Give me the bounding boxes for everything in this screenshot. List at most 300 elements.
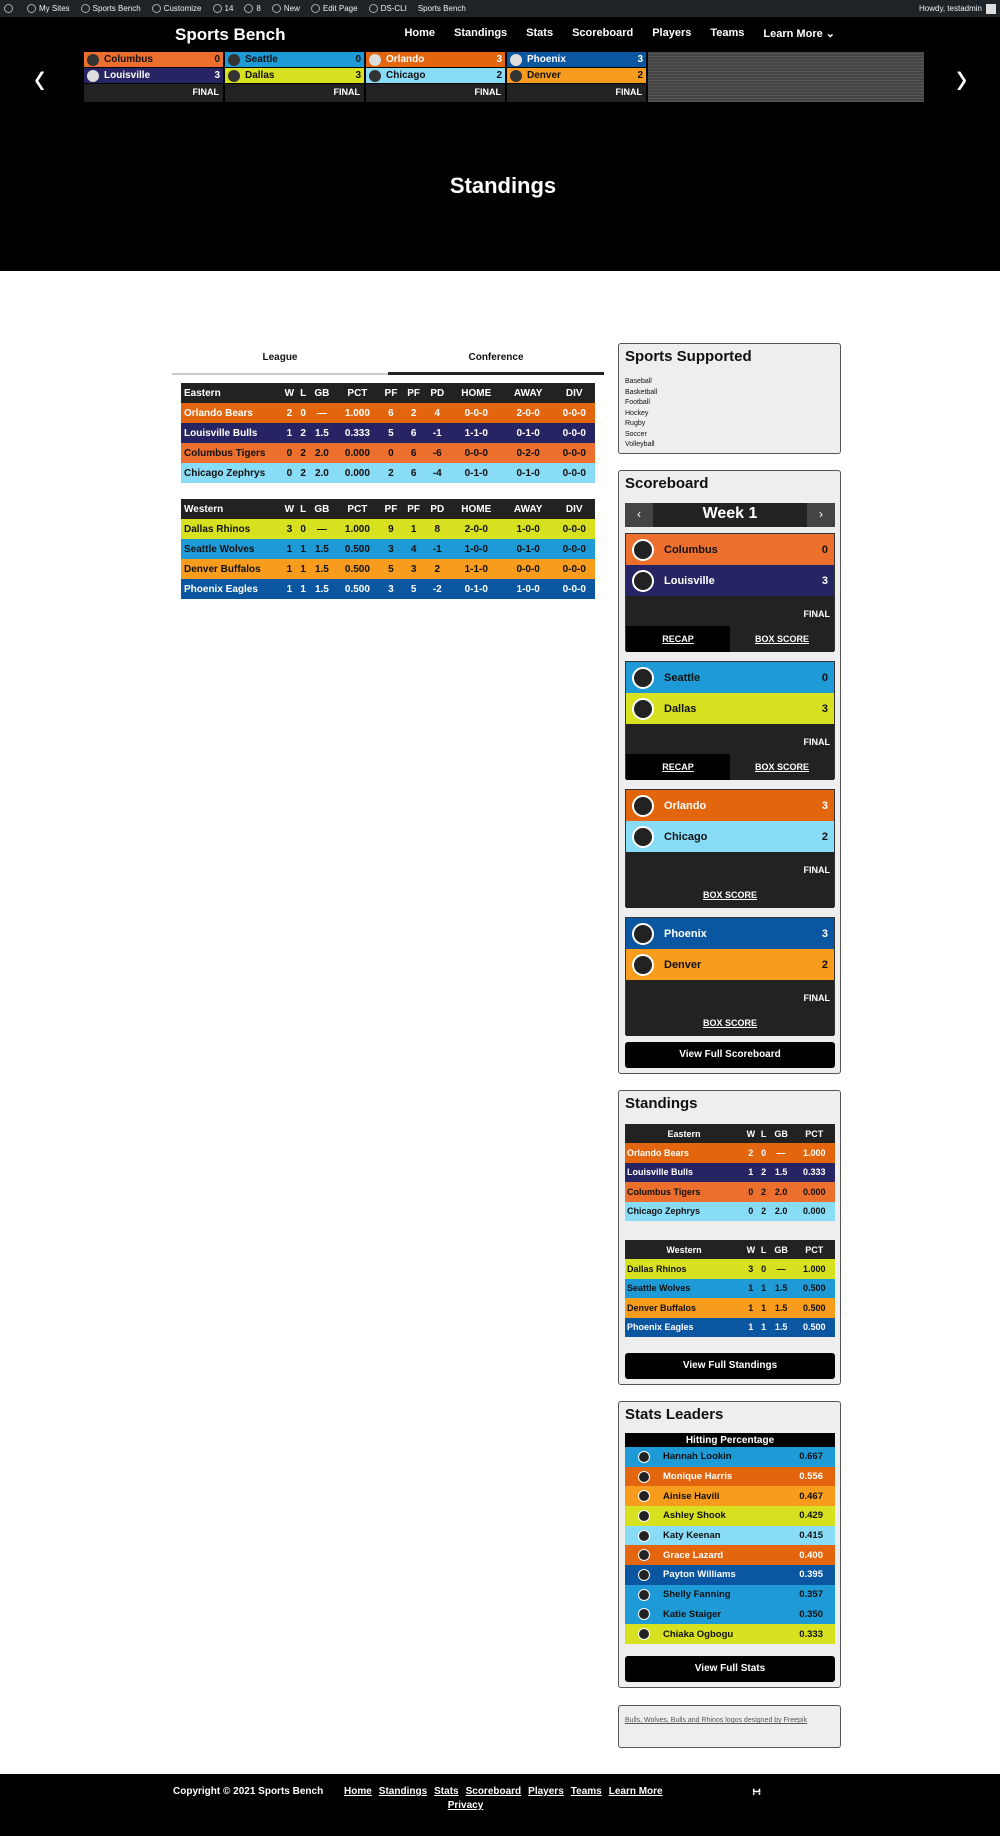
stat-value: 0.556 bbox=[799, 1471, 823, 1483]
player-name-link[interactable]: Ashley Shook bbox=[663, 1510, 726, 1522]
nav-players[interactable]: Players bbox=[652, 27, 692, 39]
table-header-row bbox=[625, 1433, 835, 1447]
stat-cell: 0-0-0 bbox=[464, 447, 488, 459]
widget-title: Sports Supported bbox=[625, 348, 752, 365]
column-header: GB bbox=[769, 1240, 794, 1259]
stat-cell: 0.500 bbox=[803, 1283, 826, 1294]
team-name-link[interactable]: Seattle Wolves bbox=[627, 1283, 691, 1294]
ticker-team-score: 2 bbox=[496, 70, 502, 81]
ticker-team-name: Dallas bbox=[245, 70, 275, 81]
team-name-link[interactable]: Orlando Bears bbox=[627, 1147, 690, 1158]
column-header: PCT bbox=[335, 383, 379, 403]
stat-cell: 0 bbox=[300, 407, 306, 419]
player-name-link[interactable]: Chiaka Ogbogu bbox=[663, 1628, 734, 1640]
stat-cell: 8 bbox=[434, 523, 441, 535]
scoreboard-game bbox=[625, 917, 835, 1035]
footer-link-scoreboard[interactable]: Scoreboard bbox=[465, 1786, 522, 1797]
game-status: FINAL bbox=[626, 596, 834, 626]
ticker-team-score: 3 bbox=[496, 54, 502, 65]
stat-cell: 1.5 bbox=[314, 583, 329, 595]
team-logo-icon bbox=[638, 1510, 650, 1522]
stat-cell: 0-1-0 bbox=[516, 467, 540, 479]
team-name-link[interactable]: Orlando Bears bbox=[184, 407, 253, 419]
admin-ds-cli[interactable]: DS-CLI bbox=[369, 4, 407, 13]
stat-cell: -2 bbox=[432, 583, 442, 595]
stat-cell: 0-0-0 bbox=[562, 427, 586, 439]
box-score-link[interactable]: BOX SCORE bbox=[702, 890, 757, 900]
widget-title: Scoreboard bbox=[625, 475, 709, 492]
table-row bbox=[625, 1506, 835, 1526]
stat-cell: 1 bbox=[748, 1322, 754, 1333]
tab-conference[interactable]: Conference bbox=[388, 348, 604, 375]
stat-cell: 1 bbox=[761, 1302, 767, 1313]
table-row bbox=[625, 1298, 835, 1318]
list-item: Football bbox=[625, 399, 650, 406]
team-score: 0 bbox=[821, 671, 828, 684]
stat-cell: 0 bbox=[388, 447, 394, 459]
table-row bbox=[625, 1624, 835, 1644]
game-links bbox=[626, 754, 834, 780]
ticker-game[interactable] bbox=[84, 52, 223, 102]
ticker-team-score: 0 bbox=[355, 54, 361, 65]
stat-cell: 3 bbox=[748, 1263, 754, 1274]
team-name: Columbus bbox=[664, 543, 718, 556]
team-logo-icon bbox=[87, 54, 99, 66]
ticker-team-score: 3 bbox=[355, 70, 361, 81]
team-score: 0 bbox=[821, 543, 828, 556]
game-links bbox=[626, 626, 834, 652]
team-logo-icon bbox=[369, 54, 381, 66]
site-footer bbox=[0, 1774, 1000, 1836]
recap-link[interactable]: RECAP bbox=[626, 626, 730, 652]
stat-value: 0.333 bbox=[799, 1628, 823, 1640]
ticker-team-name: Chicago bbox=[386, 70, 426, 81]
next-week-button[interactable]: › bbox=[807, 503, 835, 527]
stat-cell: 0 bbox=[761, 1147, 767, 1158]
ticker-team-row bbox=[84, 52, 223, 68]
table-row bbox=[625, 1259, 835, 1279]
stat-cell: 0-0-0 bbox=[562, 447, 586, 459]
team-name-link[interactable]: Louisville Bulls bbox=[184, 427, 258, 439]
stat-name: Hitting Percentage bbox=[625, 1433, 835, 1447]
column-header: HOME bbox=[450, 499, 503, 519]
stat-cell: 0 bbox=[748, 1186, 754, 1197]
ticker-game[interactable] bbox=[225, 52, 364, 102]
stat-cell: 0-1-0 bbox=[516, 543, 540, 555]
stat-cell: 1 bbox=[300, 543, 306, 555]
stat-value: 0.467 bbox=[799, 1490, 823, 1502]
column-header: W bbox=[281, 499, 298, 519]
player-name-link[interactable]: Monique Harris bbox=[663, 1471, 733, 1483]
game-links bbox=[626, 882, 834, 908]
stat-cell: 2 bbox=[300, 427, 306, 439]
team-score: 3 bbox=[821, 799, 828, 812]
avatar bbox=[986, 4, 996, 14]
prev-week-button[interactable]: ‹ bbox=[625, 503, 653, 527]
scoreboard-team-row bbox=[626, 918, 834, 949]
ticker-team-score: 0 bbox=[214, 54, 220, 65]
footer-link-learn-more[interactable]: Learn More bbox=[608, 1786, 663, 1797]
footer-link-home[interactable]: Home bbox=[344, 1786, 372, 1797]
view-full-standings-button[interactable]: View Full Standings bbox=[625, 1353, 835, 1379]
player-name-link[interactable]: Katy Keenan bbox=[663, 1530, 721, 1542]
ticker-game-status: FINAL bbox=[507, 84, 646, 102]
stat-cell: 0-0-0 bbox=[516, 563, 540, 575]
scoreboard-team-row bbox=[626, 949, 834, 980]
pencil-icon bbox=[311, 4, 320, 13]
stat-cell: 2 bbox=[410, 407, 417, 419]
column-header: PF bbox=[402, 383, 425, 403]
stat-cell: 3 bbox=[388, 543, 394, 555]
admin-my-sites[interactable]: My Sites bbox=[27, 4, 70, 13]
scores-ticker bbox=[84, 52, 924, 102]
stat-cell: 1-1-0 bbox=[464, 563, 488, 575]
game-status: FINAL bbox=[626, 980, 834, 1010]
footer-link-teams[interactable]: Teams bbox=[570, 1786, 602, 1797]
stat-cell: 1-0-0 bbox=[464, 543, 488, 555]
stat-cell: 1 bbox=[286, 583, 293, 595]
stat-cell: 2 bbox=[761, 1167, 767, 1178]
nav-teams[interactable]: Teams bbox=[710, 27, 745, 39]
table-row bbox=[625, 1526, 835, 1546]
player-name-link[interactable]: Ainise Havili bbox=[663, 1490, 720, 1502]
scoreboard-widget bbox=[618, 470, 841, 1074]
table-row bbox=[625, 1202, 835, 1222]
week-selector bbox=[625, 503, 835, 527]
leaders-table bbox=[625, 1433, 835, 1644]
admin-sports-bench[interactable]: Sports Bench bbox=[417, 4, 466, 13]
tab-league[interactable]: League bbox=[172, 348, 388, 375]
column-header: W bbox=[281, 383, 298, 403]
stat-cell: 0 bbox=[300, 523, 306, 535]
team-name-link[interactable]: Columbus Tigers bbox=[627, 1186, 701, 1197]
stat-cell: 9 bbox=[388, 523, 394, 535]
stat-cell: 3 bbox=[410, 563, 417, 575]
game-status: FINAL bbox=[626, 724, 834, 754]
footer-nav bbox=[344, 1786, 674, 1811]
stat-cell: — bbox=[316, 407, 327, 419]
stat-cell: 1.5 bbox=[774, 1167, 788, 1178]
ticker-empty-area bbox=[648, 52, 924, 102]
home-icon bbox=[81, 4, 90, 13]
admin-edit-page[interactable]: Edit Page bbox=[311, 4, 358, 13]
sites-icon bbox=[27, 4, 36, 13]
mini-western-standings bbox=[625, 1240, 835, 1337]
credit-widget bbox=[618, 1705, 841, 1748]
table-row bbox=[625, 1163, 835, 1183]
stat-cell: -4 bbox=[432, 467, 442, 479]
terminal-icon bbox=[369, 4, 378, 13]
admin-new[interactable]: New bbox=[272, 4, 300, 13]
ticker-team-score: 3 bbox=[214, 70, 220, 81]
ticker-team-row bbox=[225, 52, 364, 68]
stat-cell: 0.500 bbox=[344, 543, 370, 555]
column-header: PF bbox=[380, 383, 403, 403]
team-logo-icon bbox=[638, 1471, 650, 1483]
team-name-link[interactable]: Denver Buffalos bbox=[627, 1302, 697, 1313]
table-header-row bbox=[625, 1240, 835, 1259]
team-name-link[interactable]: Dallas Rhinos bbox=[627, 1263, 687, 1274]
admin-comments[interactable]: 8 bbox=[244, 4, 260, 13]
view-full-stats-button[interactable]: View Full Stats bbox=[625, 1656, 835, 1682]
list-item: Baseball bbox=[625, 378, 652, 385]
plus-icon bbox=[272, 4, 281, 13]
team-name-link[interactable]: Denver Buffalos bbox=[184, 563, 261, 575]
rss-icon[interactable]: ∺ bbox=[752, 1786, 762, 1798]
scoreboard-team-row bbox=[626, 790, 834, 821]
player-name-link[interactable]: Payton Williams bbox=[663, 1569, 736, 1581]
column-header: PD bbox=[425, 383, 450, 403]
ticker-next-icon[interactable]: › bbox=[956, 51, 968, 105]
box-score-link[interactable]: BOX SCORE bbox=[754, 762, 809, 772]
ticker-team-name: Denver bbox=[527, 70, 561, 81]
footer-link-players[interactable]: Players bbox=[528, 1786, 564, 1797]
team-name: Seattle bbox=[664, 671, 701, 684]
list-item: Soccer bbox=[625, 430, 647, 438]
stat-cell: 1 bbox=[286, 563, 293, 575]
box-score-link[interactable]: BOX SCORE bbox=[754, 634, 809, 644]
freepik-credit-link[interactable]: Bulls, Wolves, Bulls and Rhinos logos designed by Freepik bbox=[625, 1717, 807, 1724]
team-logo-icon bbox=[638, 1569, 650, 1581]
ticker-game[interactable] bbox=[507, 52, 646, 102]
widget-title: Stats Leaders bbox=[625, 1406, 724, 1423]
western-standings bbox=[181, 499, 595, 599]
stat-cell: 1.000 bbox=[803, 1263, 826, 1274]
footer-link-privacy[interactable]: Privacy bbox=[447, 1800, 484, 1811]
stat-cell: 0.000 bbox=[344, 467, 370, 479]
stat-cell: 0-1-0 bbox=[464, 467, 488, 479]
stat-cell: 0.333 bbox=[344, 427, 370, 439]
box-score-link[interactable]: BOX SCORE bbox=[702, 1018, 757, 1028]
brush-icon bbox=[152, 4, 161, 13]
stat-cell: 2 bbox=[761, 1206, 767, 1217]
ticker-team-name: Orlando bbox=[386, 54, 425, 65]
stat-cell: 0-0-0 bbox=[562, 523, 586, 535]
page-title: Standings bbox=[449, 173, 557, 198]
stat-cell: 1.000 bbox=[344, 523, 370, 535]
list-item: Volleyball bbox=[625, 441, 655, 448]
eastern-standings bbox=[181, 383, 595, 483]
comment-icon bbox=[244, 4, 253, 13]
team-logo-icon bbox=[638, 1490, 650, 1502]
column-header: L bbox=[298, 499, 309, 519]
team-name-link[interactable]: Seattle Wolves bbox=[184, 543, 255, 555]
scoreboard-game bbox=[625, 661, 835, 779]
stat-cell: 5 bbox=[388, 427, 394, 439]
list-item: Hockey bbox=[625, 409, 649, 417]
stat-cell: 0 bbox=[761, 1263, 767, 1274]
admin-customize[interactable]: Customize bbox=[152, 4, 202, 13]
team-logo-icon bbox=[228, 70, 240, 82]
stat-cell: 1.5 bbox=[774, 1283, 788, 1294]
team-logo-icon bbox=[632, 667, 654, 689]
nav-standings[interactable]: Standings bbox=[454, 27, 508, 39]
stat-cell: 0-0-0 bbox=[562, 583, 586, 595]
team-logo-icon bbox=[228, 54, 240, 66]
stat-cell: 6 bbox=[410, 467, 417, 479]
ticker-game-status: FINAL bbox=[225, 84, 364, 102]
team-name: Dallas bbox=[664, 702, 697, 715]
widget-title: Standings bbox=[625, 1095, 698, 1112]
game-links bbox=[626, 1010, 834, 1036]
stat-cell: 0.500 bbox=[803, 1302, 826, 1313]
stat-cell: 1 bbox=[410, 523, 417, 535]
game-status: FINAL bbox=[626, 852, 834, 882]
stat-cell: 0-0-0 bbox=[464, 407, 488, 419]
team-name: Orlando bbox=[664, 799, 707, 812]
wordpress-icon[interactable] bbox=[4, 4, 16, 13]
column-header: DIV bbox=[553, 383, 595, 403]
column-header: PCT bbox=[794, 1124, 835, 1143]
site-logo[interactable]: Sports Bench bbox=[175, 25, 286, 44]
refresh-icon bbox=[213, 4, 222, 13]
stat-cell: 0-2-0 bbox=[516, 447, 540, 459]
scoreboard-team-row bbox=[626, 662, 834, 693]
stat-cell: -1 bbox=[432, 427, 442, 439]
table-row bbox=[181, 443, 595, 463]
player-name-link[interactable]: Shelly Fanning bbox=[663, 1589, 731, 1601]
stat-cell: 0 bbox=[286, 447, 293, 459]
ticker-team-row bbox=[366, 68, 505, 84]
list-item: Rugby bbox=[625, 420, 646, 427]
team-name-link[interactable]: Phoenix Eagles bbox=[627, 1322, 694, 1333]
team-name-link[interactable]: Chicago Zephrys bbox=[627, 1206, 701, 1217]
table-row bbox=[181, 463, 595, 483]
ticker-team-row bbox=[366, 52, 505, 68]
sports-supported-widget bbox=[618, 343, 841, 454]
nav-stats[interactable]: Stats bbox=[526, 27, 554, 39]
footer-link-standings[interactable]: Standings bbox=[378, 1786, 428, 1797]
table-row bbox=[625, 1605, 835, 1625]
scoreboard-game bbox=[625, 533, 835, 651]
scoreboard-team-row bbox=[626, 821, 834, 852]
admin-account[interactable]: Howdy, testadmin bbox=[919, 4, 996, 14]
stat-cell: 2.0 bbox=[314, 467, 329, 479]
table-row bbox=[181, 559, 595, 579]
column-header: L bbox=[759, 1124, 769, 1143]
nav-learn-more[interactable]: Learn More ⌄ bbox=[763, 28, 835, 40]
ticker-game-status: FINAL bbox=[84, 84, 223, 102]
stat-value: 0.395 bbox=[799, 1569, 823, 1581]
conference-label: Western bbox=[625, 1240, 743, 1259]
column-header: PCT bbox=[335, 499, 379, 519]
stat-cell: -1 bbox=[432, 543, 442, 555]
team-score: 2 bbox=[821, 830, 828, 843]
nav-home[interactable]: Home bbox=[404, 27, 435, 39]
stat-cell: 1.5 bbox=[314, 543, 329, 555]
ticker-prev-icon[interactable]: ‹ bbox=[34, 51, 46, 105]
mini-eastern-standings bbox=[625, 1124, 835, 1221]
player-name-link[interactable]: Hannah Lookin bbox=[663, 1451, 732, 1463]
view-full-scoreboard-button[interactable]: View Full Scoreboard bbox=[625, 1042, 835, 1068]
table-header-row bbox=[181, 499, 595, 519]
column-header: HOME bbox=[450, 383, 503, 403]
stat-cell: 2 bbox=[300, 447, 306, 459]
admin-site-name[interactable]: Sports Bench bbox=[81, 4, 141, 13]
stat-value: 0.357 bbox=[799, 1589, 823, 1601]
stat-cell: 3 bbox=[286, 523, 293, 535]
nav-scoreboard[interactable]: Scoreboard bbox=[572, 27, 634, 39]
column-header: DIV bbox=[553, 499, 595, 519]
stat-cell: 0.000 bbox=[803, 1186, 826, 1197]
stat-value: 0.350 bbox=[799, 1608, 823, 1620]
standings-widget bbox=[618, 1090, 841, 1385]
scoreboard-team-row bbox=[626, 693, 834, 724]
team-name-link[interactable]: Phoenix Eagles bbox=[184, 583, 258, 595]
team-name-link[interactable]: Louisville Bulls bbox=[627, 1167, 694, 1178]
stat-cell: 2.0 bbox=[774, 1186, 788, 1197]
stat-cell: 0-1-0 bbox=[516, 427, 540, 439]
stat-cell: 0-0-0 bbox=[562, 563, 586, 575]
team-logo-icon bbox=[87, 70, 99, 82]
column-header: GB bbox=[309, 383, 336, 403]
stat-cell: 1.5 bbox=[314, 427, 329, 439]
ticker-team-row bbox=[84, 68, 223, 84]
stat-cell: — bbox=[776, 1263, 786, 1274]
stat-cell: 0.500 bbox=[803, 1322, 826, 1333]
table-row bbox=[181, 519, 595, 539]
sports-list bbox=[625, 377, 840, 451]
table-header-row bbox=[181, 383, 595, 403]
stat-cell: 0.500 bbox=[344, 563, 370, 575]
team-name-link[interactable]: Dallas Rhinos bbox=[184, 523, 251, 535]
site-header bbox=[0, 17, 1000, 271]
stat-cell: 1 bbox=[761, 1322, 767, 1333]
stat-cell: 5 bbox=[410, 583, 417, 595]
stat-cell: 5 bbox=[388, 563, 394, 575]
stat-value: 0.429 bbox=[799, 1510, 823, 1522]
stat-cell: 2 bbox=[434, 563, 441, 575]
stat-cell: 1.000 bbox=[344, 407, 370, 419]
footer-link-stats[interactable]: Stats bbox=[434, 1786, 459, 1797]
conference-label: Western bbox=[181, 499, 281, 519]
conference-label: Eastern bbox=[625, 1124, 743, 1143]
ticker-game[interactable] bbox=[366, 52, 505, 102]
stat-cell: — bbox=[316, 523, 327, 535]
team-name-link[interactable]: Chicago Zephrys bbox=[184, 467, 266, 479]
team-name: Denver bbox=[664, 958, 702, 971]
stat-cell: 0-0-0 bbox=[562, 407, 586, 419]
player-name-link[interactable]: Katie Staiger bbox=[663, 1608, 722, 1620]
stat-cell: 1.5 bbox=[774, 1302, 788, 1313]
stat-value: 0.415 bbox=[799, 1530, 823, 1542]
stat-cell: 1-0-0 bbox=[516, 583, 540, 595]
player-name-link[interactable]: Grace Lazard bbox=[663, 1549, 724, 1561]
ticker-team-row bbox=[507, 68, 646, 84]
scoreboard-team-row bbox=[626, 565, 834, 596]
ticker-team-score: 3 bbox=[637, 54, 643, 65]
admin-updates[interactable]: 14 bbox=[213, 4, 234, 13]
stat-cell: 6 bbox=[410, 447, 417, 459]
team-logo-icon bbox=[510, 54, 522, 66]
stat-cell: 4 bbox=[410, 543, 417, 555]
column-header: L bbox=[298, 383, 309, 403]
team-name-link[interactable]: Columbus Tigers bbox=[184, 447, 266, 459]
column-header: PF bbox=[380, 499, 403, 519]
recap-link[interactable]: RECAP bbox=[626, 754, 730, 780]
stat-cell: 1-0-0 bbox=[516, 523, 540, 535]
stat-value: 0.667 bbox=[799, 1451, 823, 1463]
column-header: PF bbox=[402, 499, 425, 519]
stat-cell: 0-1-0 bbox=[464, 583, 488, 595]
team-logo-icon bbox=[632, 539, 654, 561]
ticker-team-name: Columbus bbox=[104, 54, 153, 65]
stat-cell: 6 bbox=[388, 407, 394, 419]
stat-cell: 2 bbox=[300, 467, 306, 479]
table-row bbox=[181, 539, 595, 559]
team-logo-icon bbox=[632, 795, 654, 817]
ticker-team-row bbox=[225, 68, 364, 84]
